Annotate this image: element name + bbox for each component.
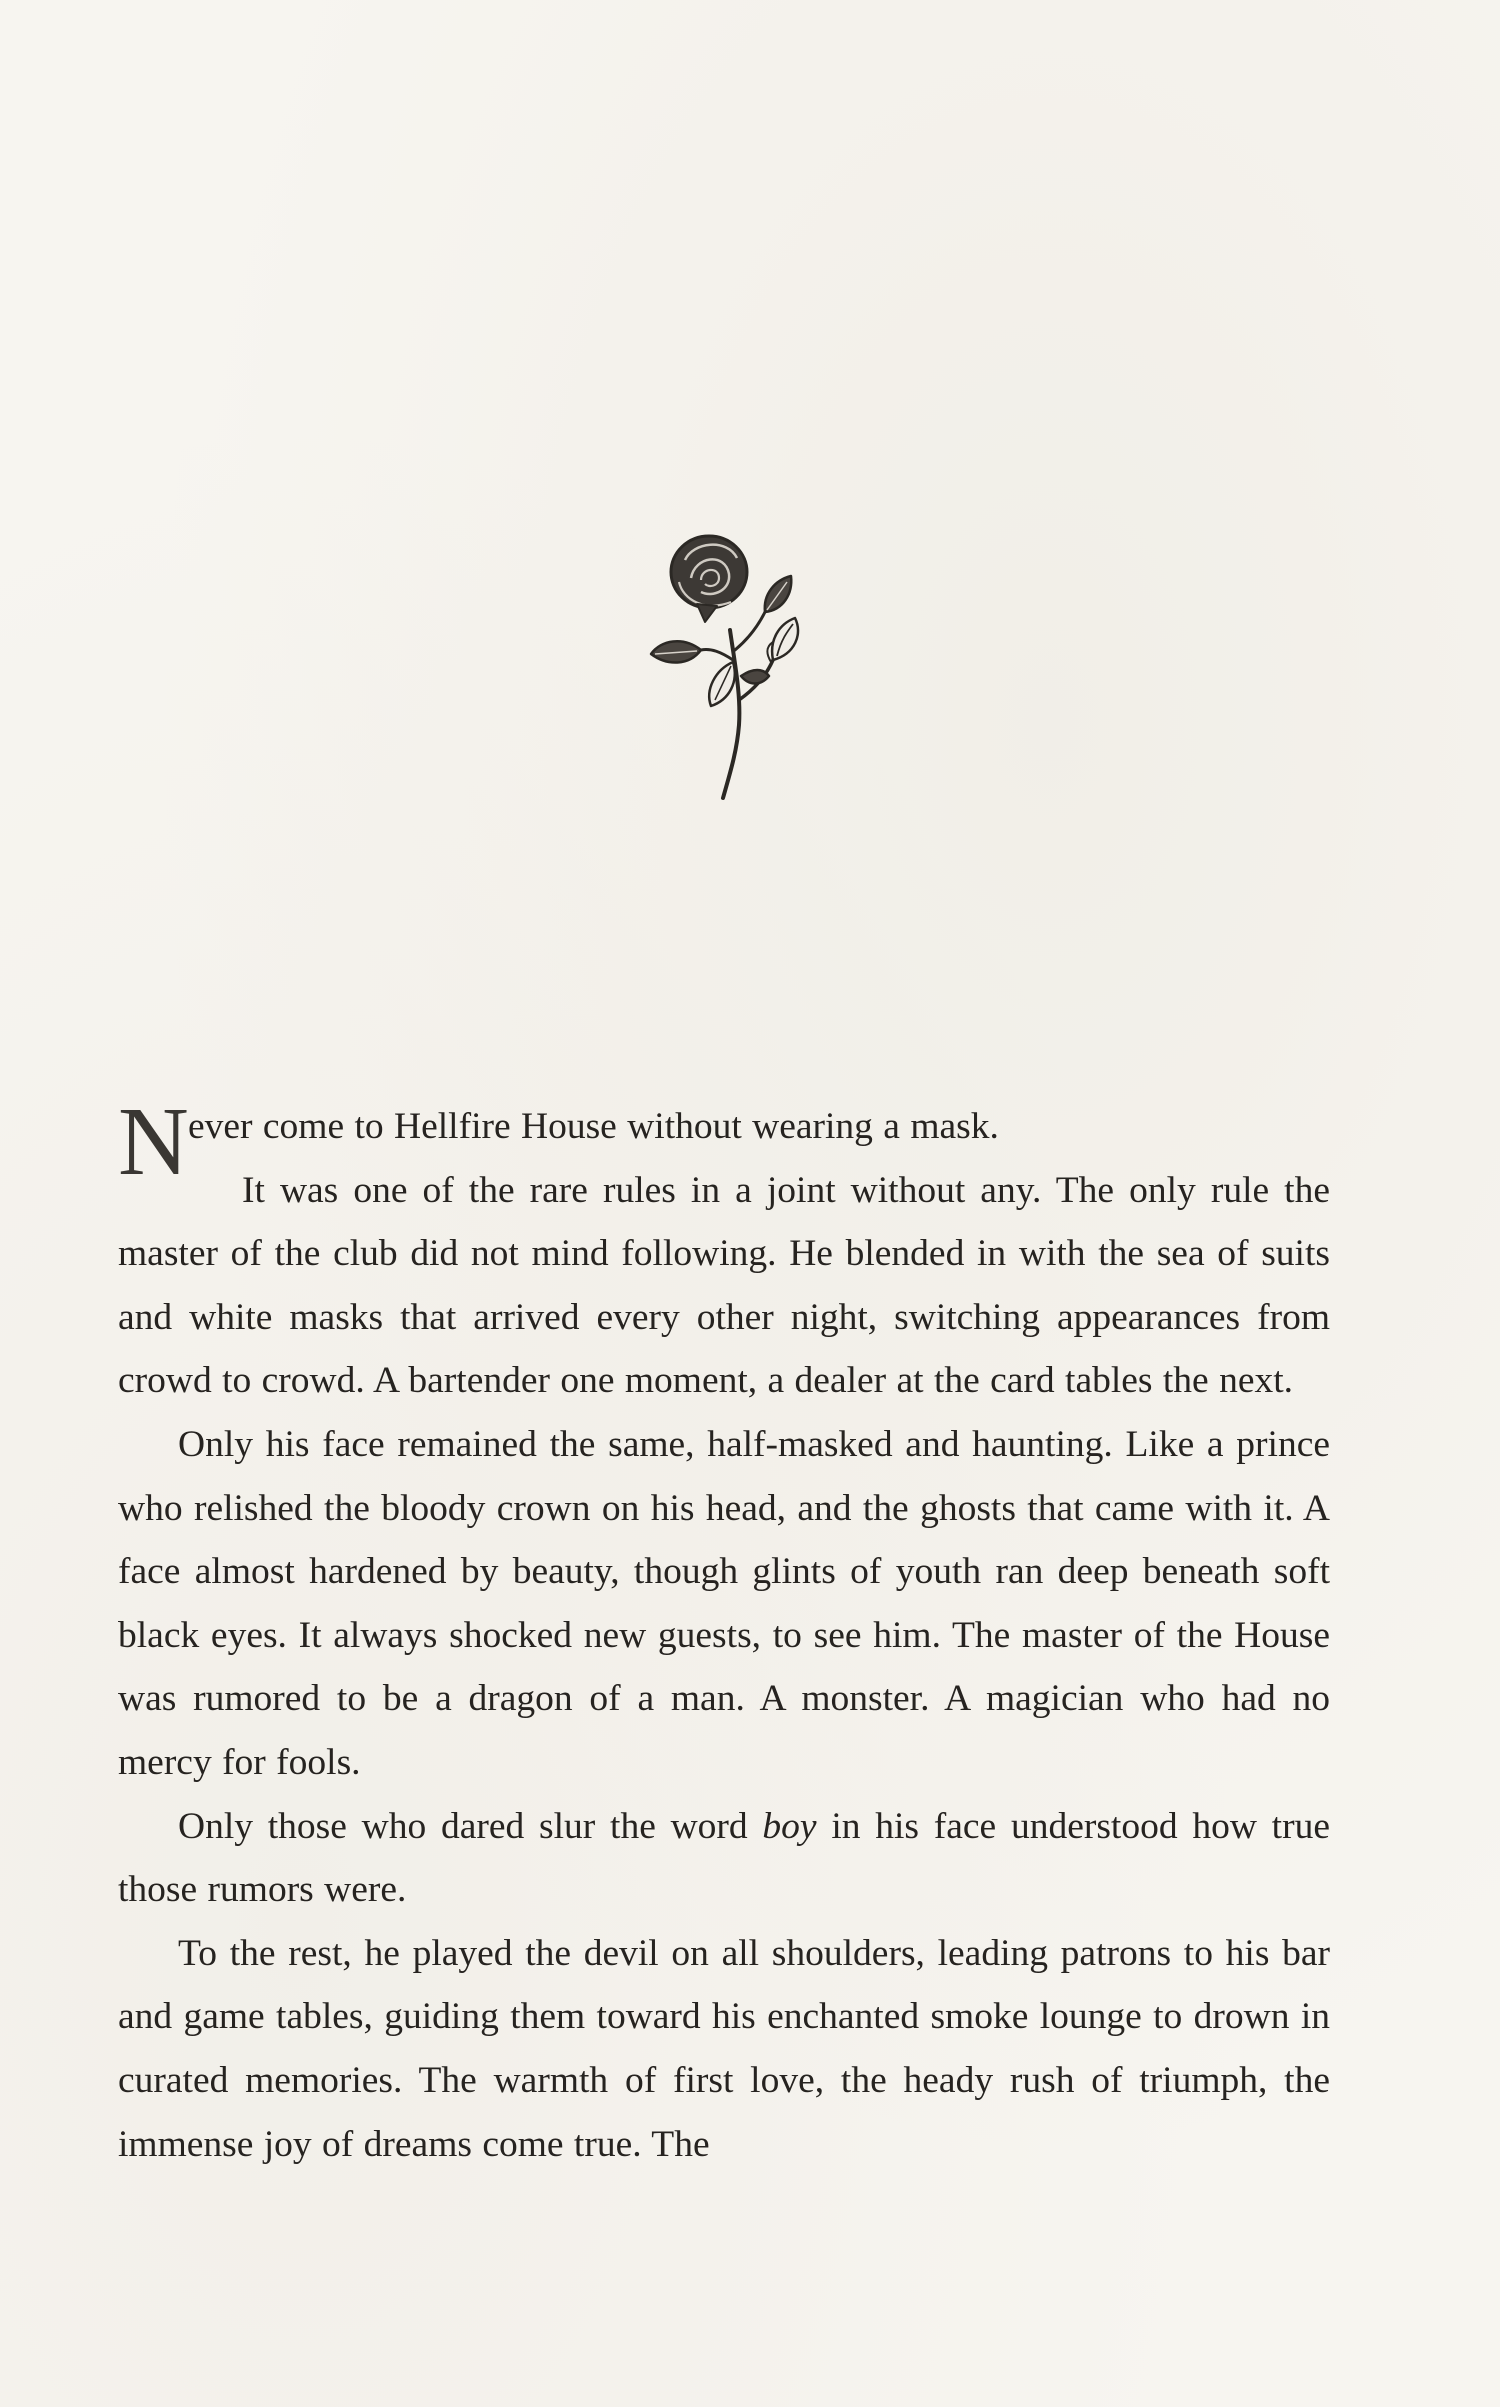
paragraph-1-first-line: ever come to Hellfire House without wearing a mask.	[188, 1106, 999, 1147]
emphasis-word: boy	[762, 1805, 817, 1847]
paragraph-4-before: Only those who dared slur the word	[178, 1805, 763, 1847]
paragraph-4	[118, 1795, 1330, 1922]
paragraph-3: Only his face remained the same, half-masked and haunting. Like a prince who relished the bloody crown on his head, and the ghosts that came with it. A face almost hardened by beauty, though glints of youth ran deep beneath soft black eyes. It always shocked new guests, to see him. The master of the House was rumored to be a dragon of a man. A monster. A magician who had no mercy for fools.	[118, 1423, 1330, 1783]
paragraph-1	[118, 1088, 1330, 1196]
paragraph-5: To the rest, he played the devil on all shoulders, leading patrons to his bar and game tables, guiding them toward his enchanted smoke lounge to drown in curated memories. The warmth of first love, the heady rush of triumph, the immense joy of dreams come true. The	[118, 1932, 1330, 2165]
body-text	[118, 1088, 1330, 2176]
paragraph-2: It was one of the rare rules in a joint without any. The only rule the master of the club did not mind following. He blended in with the sea of suits and white masks that arrived every other night, switching appearances from crowd to crowd. A bartender one moment, a dealer at the card tables the next.	[118, 1169, 1330, 1402]
drop-cap: N	[118, 1088, 189, 1196]
paragraph-4-after: in his face understood how true those rumors were.	[118, 1805, 1330, 1911]
rose-icon	[635, 500, 835, 810]
